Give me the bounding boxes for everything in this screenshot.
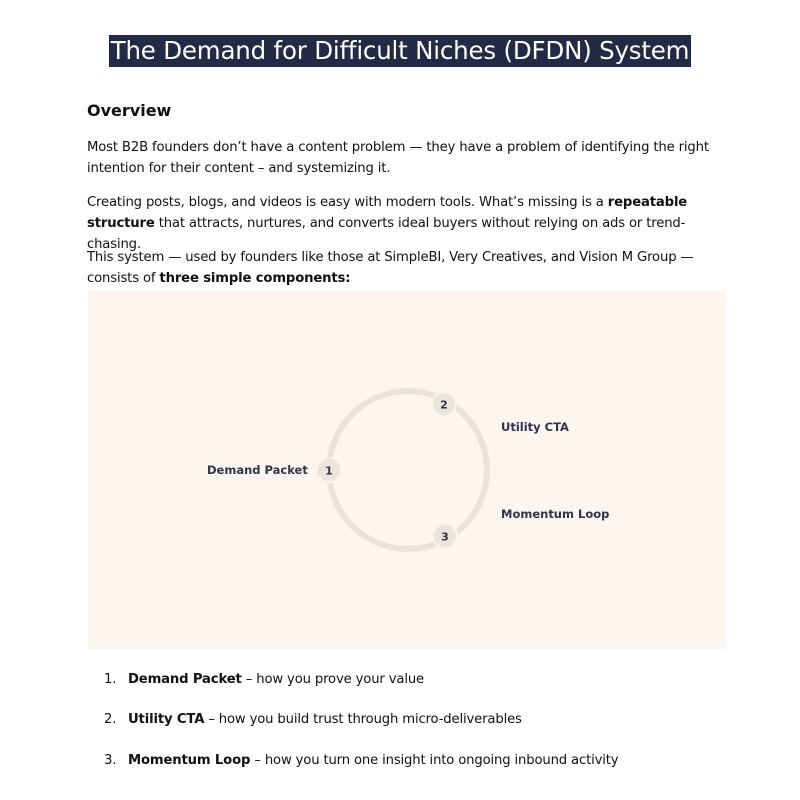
- paragraph-2-text-end: that attracts, nurtures, and converts ideal buyers without relying on ads or trend-chasing.: [87, 216, 686, 252]
- node-3-number: 3: [441, 530, 449, 544]
- cycle-diagram-graphic: [88, 291, 726, 649]
- list-item: [104, 670, 724, 690]
- list-item-term: Momentum Loop: [128, 753, 251, 768]
- paragraph-2: [87, 192, 727, 255]
- list-item-term: Utility CTA: [128, 712, 205, 727]
- title-container: [0, 35, 800, 67]
- node-3: [433, 524, 457, 548]
- paragraph-3: [87, 247, 727, 289]
- list-item: [104, 751, 724, 771]
- node-3-label: Momentum Loop: [501, 507, 610, 521]
- node-2: [432, 392, 456, 416]
- node-1: [317, 458, 341, 482]
- node-1-label: Demand Packet: [207, 463, 308, 477]
- paragraph-3-bold: three simple components:: [159, 271, 351, 286]
- list-item-term: Demand Packet: [128, 672, 242, 687]
- list-item-number: 3.: [104, 753, 117, 768]
- document-title: The Demand for Difficult Niches (DFDN) System: [110, 36, 690, 65]
- list-item-description: – how you build trust through micro-deliverables: [204, 712, 522, 727]
- cycle-ring: [329, 391, 487, 549]
- list-item-number: 2.: [104, 712, 117, 727]
- paragraph-3-text-start: This system — used by founders like those at SimpleBI, Very Creatives, and Vision M Group — consists of: [87, 250, 694, 286]
- list-item-description: – how you prove your value: [241, 672, 425, 687]
- node-2-label: Utility CTA: [501, 420, 569, 434]
- node-2-number: 2: [440, 398, 448, 412]
- paragraph-1: Most B2B founders don’t have a content problem — they have a problem of identifying the right intention for their content – and systemizing it.: [87, 140, 709, 176]
- list-item: [104, 710, 724, 730]
- cycle-diagram: [88, 291, 726, 649]
- list-item-number: 1.: [104, 672, 117, 687]
- paragraph-2-text-start: Creating posts, blogs, and videos is easy with modern tools. What’s missing is a: [87, 195, 608, 210]
- node-1-number: 1: [325, 464, 333, 478]
- paragraph-2-bold: repeatable structure: [87, 195, 688, 231]
- list-item-description: – how you turn one insight into ongoing inbound activity: [250, 753, 619, 768]
- overview-heading: Overview: [87, 101, 172, 120]
